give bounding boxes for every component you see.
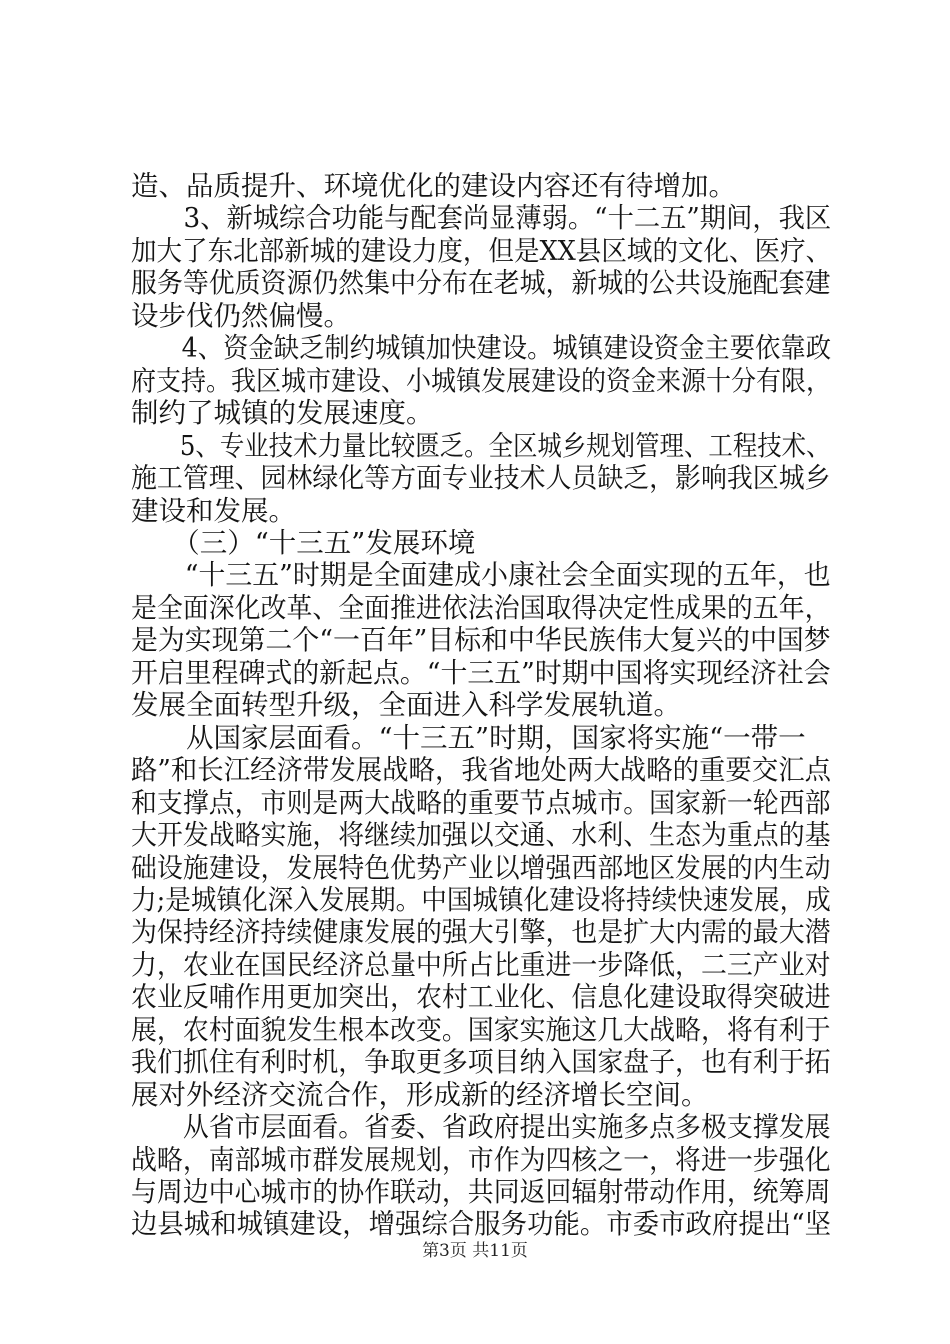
text-line: 3、新城综合功能与配套尚显薄弱。“十二五”期间，我区	[131, 202, 832, 235]
text-line: 开启里程碑式的新起点。“十三五”时期中国将实现经济社会	[131, 656, 831, 689]
text-line: 造、品质提升、环境优化的建设内容还有待增加。	[131, 170, 736, 202]
text-line: 战略，南部城市群发展规划，市作为四核之一，将进一步强化	[131, 1143, 831, 1176]
text-line: “十三五”时期是全面建成小康社会全面实现的五年，也	[131, 559, 831, 592]
text-line: 农业反哺作用更加突出，农村工业化、信息化建设取得突破进	[131, 981, 831, 1014]
text-line: 设步伐仍然偏慢。	[131, 299, 351, 332]
text-line: 边县城和城镇建设，增强综合服务功能。市委市政府提出“坚	[131, 1208, 832, 1241]
text-line: 从国家层面看。“十三五”时期，国家将实施“一带一	[131, 721, 806, 754]
text-line: 展对外经济交流合作，形成新的经济增长空间。	[131, 1078, 709, 1111]
text-line: 路”和长江经济带发展战略，我省地处两大战略的重要交汇点	[131, 754, 832, 787]
text-line: 4、资金缺乏制约城镇加快建设。城镇建设资金主要依靠政	[131, 332, 832, 365]
text-line: 力;是城镇化深入发展期。中国城镇化建设将持续快速发展，成	[131, 883, 831, 916]
text-line: 力，农业在国民经济总量中所占比重进一步降低，二三产业对	[131, 948, 831, 981]
text-line: 制约了城镇的发展速度。	[131, 397, 434, 430]
page-footer: 第3页 共11页	[422, 1241, 528, 1261]
text-line: 与周边中心城市的协作联动，共同返回辐射带动作用，统筹周	[131, 1176, 831, 1208]
text-line: 是全面深化改革、全面推进依法治国取得决定性成果的五年，	[131, 591, 831, 624]
text-line: 发展全面转型升级，全面进入科学发展轨道。	[131, 689, 681, 722]
text-line: 府支持。我区城市建设、小城镇发展建设的资金来源十分有限，	[131, 364, 832, 397]
text-line: 为保持经济持续健康发展的强大引擎，也是扩大内需的最大潜	[131, 916, 831, 949]
text-line: 我们抓住有利时机，争取更多项目纳入国家盘子，也有利于拓	[131, 1046, 831, 1079]
text-line: 和支撑点，市则是两大战略的重要节点城市。国家新一轮西部	[131, 786, 831, 819]
text-line: 从省市层面看。省委、省政府提出实施多点多极支撑发展	[131, 1111, 831, 1144]
text-line: （三）“十三五”发展环境	[131, 527, 476, 559]
text-line: 础设施建设，发展特色优势产业以增强西部地区发展的内生动	[131, 851, 831, 884]
text-line: 施工管理、园林绿化等方面专业技术人员缺乏，影响我区城乡	[131, 462, 831, 495]
text-line: 加大了东北部新城的建设力度，但是XX县区域的文化、医疗、	[131, 234, 832, 267]
text-line: 是为实现第二个“一百年”目标和中华民族伟大复兴的中国梦	[131, 624, 831, 657]
text-line: 服务等优质资源仍然集中分布在老城，新城的公共设施配套建	[131, 267, 831, 300]
text-line: 展，农村面貌发生根本改变。国家实施这几大战略，将有利于	[131, 1013, 831, 1046]
text-line: 5、专业技术力量比较匮乏。全区城乡规划管理、工程技术、	[131, 429, 831, 462]
text-line: 大开发战略实施，将继续加强以交通、水利、生态为重点的基	[131, 819, 831, 851]
text-line: 建设和发展。	[131, 494, 296, 527]
